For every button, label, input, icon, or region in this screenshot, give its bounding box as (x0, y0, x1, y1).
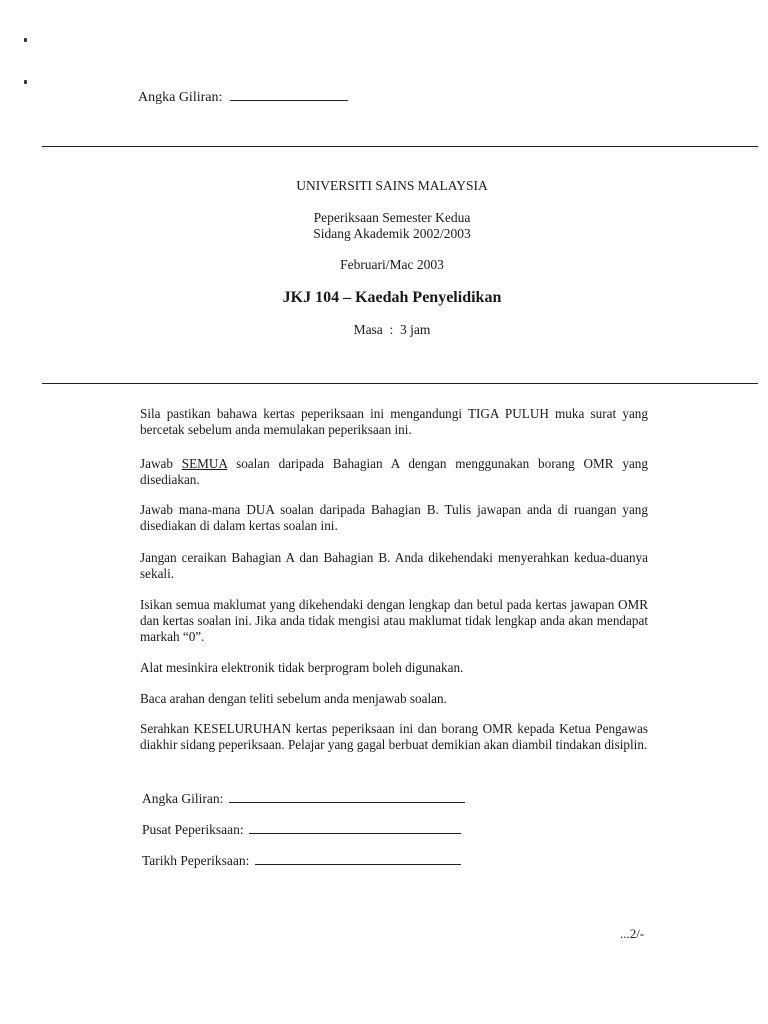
field-angka-giliran-blank[interactable] (229, 788, 465, 803)
instruction-8: Serahkan KESELURUHAN kertas peperiksaan ini dan borang OMR kepada Ketua Pengawas diakhir sidang peperiksaan. Pelajar yang gagal berbuat demikian akan diambil tindakan disiplin. (140, 721, 648, 752)
field-tarikh-peperiksaan-label: Tarikh Peperiksaan: (142, 853, 250, 868)
header-rule-bottom (42, 383, 758, 384)
scan-speck (24, 80, 27, 84)
exam-line-1: Peperiksaan Semester Kedua (313, 210, 471, 225)
top-angka-giliran (138, 86, 348, 106)
course-title: JKJ 104 – Kaedah Penyelidikan (282, 289, 502, 306)
field-tarikh-peperiksaan (142, 850, 461, 869)
page-continuation-marker: ...2/- (620, 926, 645, 941)
scan-speck (24, 38, 27, 42)
exam-date: Februari/Mac 2003 (340, 257, 444, 272)
instruction-5: Isikan semua maklumat yang dikehendaki dengan lengkap dan betul pada kertas jawapan OMR dan kertas soalan ini. Jika anda tidak mengisi atau maklumat tidak lengkap anda akan mendapat markah “0”. (140, 597, 648, 644)
field-pusat-peperiksaan-label: Pusat Peperiksaan: (142, 822, 244, 837)
instruction-2-post: soalan daripada Bahagian A dengan menggunakan borang OMR yang disediakan. (140, 456, 648, 487)
university-name: UNIVERSITI SAINS MALAYSIA (296, 178, 488, 193)
field-pusat-peperiksaan (142, 819, 461, 838)
field-pusat-peperiksaan-blank[interactable] (249, 819, 461, 834)
instruction-6: Alat mesinkira elektronik tidak berprogram boleh digunakan. (140, 660, 464, 675)
header-rule-top (42, 146, 758, 147)
top-angka-giliran-blank[interactable] (230, 86, 348, 101)
exam-duration: Masa : 3 jam (353, 322, 431, 337)
instruction-7: Baca arahan dengan teliti sebelum anda menjawab soalan. (140, 691, 447, 706)
instruction-2-pre: Jawab (140, 456, 182, 471)
instruction-3: Jawab mana-mana DUA soalan daripada Bahagian B. Tulis jawapan anda di ruangan yang disediakan di dalam kertas soalan ini. (140, 502, 648, 533)
instruction-2-emphasis: SEMUA (181, 456, 228, 471)
field-angka-giliran-label: Angka Giliran: (142, 791, 224, 806)
instruction-4: Jangan ceraikan Bahagian A dan Bahagian B. Anda dikehendaki menyerahkan kedua-duanya sekali. (140, 550, 648, 581)
field-angka-giliran (142, 788, 465, 807)
instruction-1: Sila pastikan bahawa kertas peperiksaan ini mengandungi TIGA PULUH muka surat yang bercetak sebelum anda memulakan peperiksaan ini. (140, 406, 648, 437)
field-tarikh-peperiksaan-blank[interactable] (255, 850, 461, 865)
top-angka-giliran-label: Angka Giliran: (138, 90, 223, 105)
exam-line-2: Sidang Akademik 2002/2003 (313, 226, 471, 241)
instruction-2 (140, 456, 648, 488)
